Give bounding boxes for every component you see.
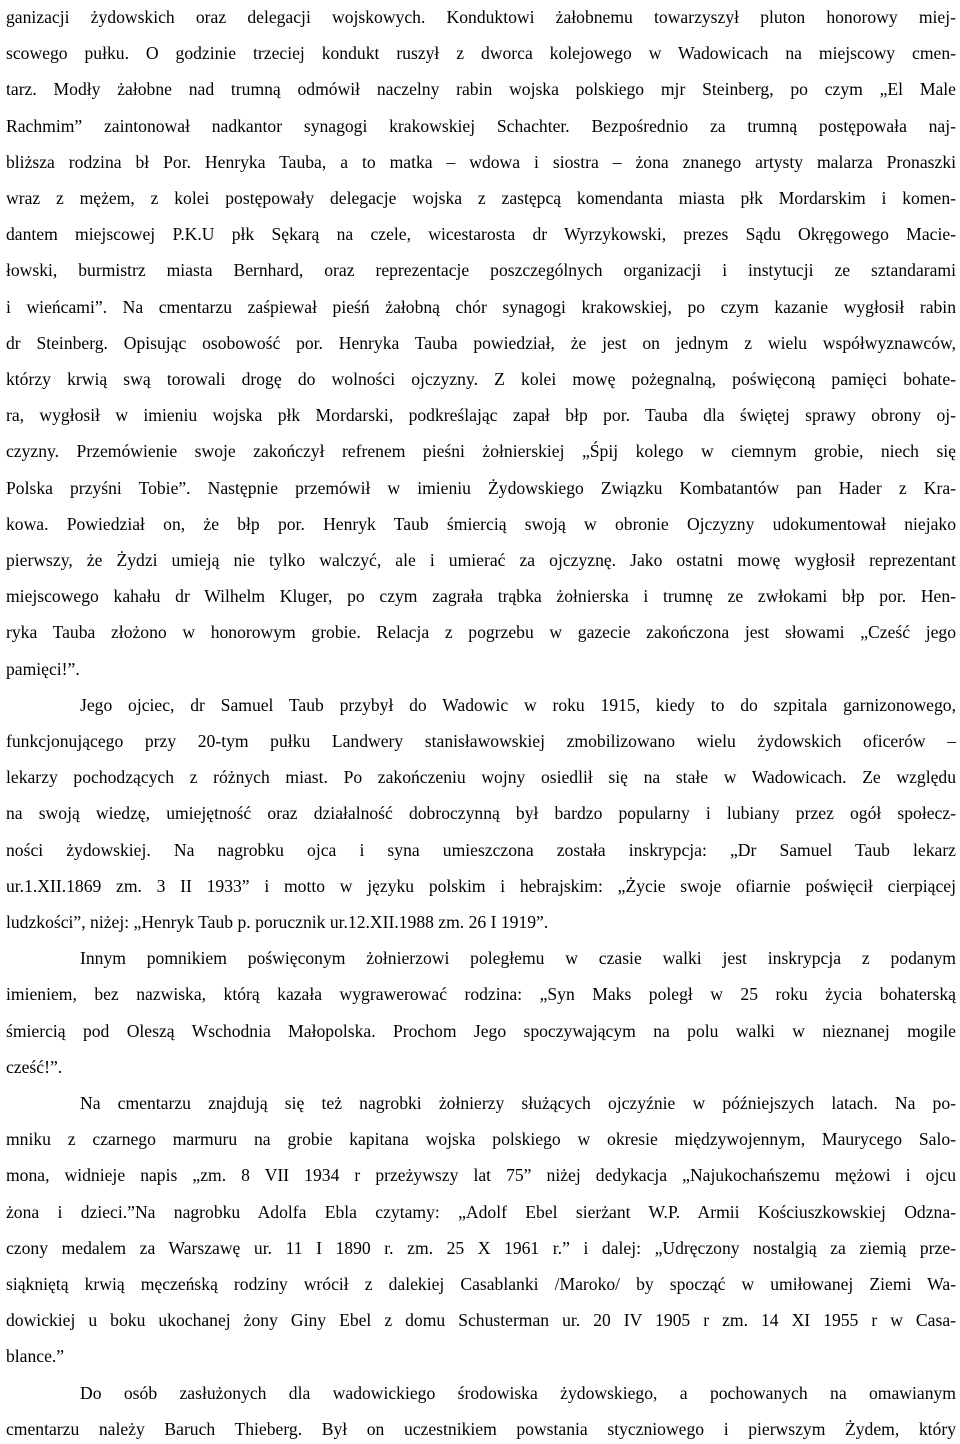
text-line: funkcjonującego przy 20-tym pułku Landwery stanisławowskiej zmobilizowano wielu żydowskich oficerów – — [6, 731, 956, 751]
text-line: tarz. Modły żałobne nad trumną odmówił naczelny rabin wojska polskiego mjr Steinberg, po czym „El Male — [6, 79, 956, 100]
text-line: czony medalem za Warszawę ur. 11 I 1890 r. zm. 25 X 1961 r.” i dalej: „Udręczony nostalgią za ziemią prze- — [6, 1237, 956, 1258]
paragraph-first-line: Jego ojciec, dr Samuel Taub przybył do Wadowic w roku 1915, kiedy to do szpitala garnizonowego, — [80, 694, 956, 715]
text-line: ności żydowskiej. Na nagrobku ojca i syna umieszczona została inskrypcja: „Dr Samuel Taub lekarz — [6, 839, 956, 860]
paragraph-first-line: Innym pomnikiem poświęconym żołnierzowi poległemu w czasie walki jest inskrypcja z podanym — [80, 948, 956, 969]
text-line: ryka Tauba złożono w honorowym grobie. Relacja z pogrzebu w gazecie zakończona jest słowami „Cześć jego — [6, 622, 956, 643]
text-line: pamięci!”. — [6, 658, 80, 679]
text-line: łowski, burmistrz miasta Bernhard, oraz reprezentacje poszczególnych organizacji i instytucji ze sztandarami — [6, 260, 956, 281]
text-line: bliższa rodzina bł Por. Henryka Tauba, a to matka – wdowa i siostra – żona znanego artysty malarza Pronaszki — [6, 151, 956, 172]
text-line: Polska przyśni Tobie”. Następnie przemówił w imieniu Żydowskiego Związku Kombatantów pan Hader z Kra- — [6, 477, 956, 498]
text-line: mniku z czarnego marmuru na grobie kapitana wojska polskiego w okresie międzywojennym, Maurycego Salo- — [6, 1129, 956, 1150]
text-line: którzy krwią swą torowali drogę do wolności ojczyzny. Z kolei mowę pożegnalną, poświęconą pamięci bohate- — [6, 369, 956, 389]
text-line: i wieńcami”. Na cmentarzu zaśpiewał pieśń żałobną chór synagogi krakowskiej, po czym kazanie wygłosił rabin — [6, 296, 956, 317]
text-line: miejscowego kahału dr Wilhelm Kluger, po czym zagrała trąbka żołnierska i trumnę ze zwłokami błp por. Hen- — [6, 586, 956, 607]
text-line: cmentarzu należy Baruch Thieberg. Był on uczestnikiem powstania styczniowego i pierwszym Żydem, który — [6, 1418, 956, 1439]
paragraph-first-line: Na cmentarzu znajdują się też nagrobki żołnierzy służących ojczyźnie w późniejszych latach. Na po- — [80, 1093, 956, 1113]
text-line: ganizacji żydowskich oraz delegacji wojskowych. Konduktowi żałobnemu towarzyszył pluton honorowy miej- — [6, 7, 956, 27]
text-line: lekarzy pochodzących z różnych miast. Po zakończeniu wojny osiedlił się na stałe w Wadowicach. Ze względu — [6, 767, 956, 788]
text-line: dantem miejscowej P.K.U płk Sękarą na czele, wicestarosta dr Wyrzykowski, prezes Sądu Okręgowego Macie- — [6, 224, 956, 245]
text-line: pierwszy, że Żydzi umieją nie tylko walczyć, ale i umierać za ojczyznę. Jako ostatni mowę wygłosił reprezentant — [6, 550, 956, 570]
text-line: dr Steinberg. Opisując osobowość por. Henryka Tauba powiedział, że jest on jednym z wielu współwyznawców, — [6, 332, 956, 353]
paragraph-first-line: Do osób zasłużonych dla wadowickiego środowiska żydowskiego, a pochowanych na omawianym — [80, 1382, 956, 1403]
text-line: ur.1.XII.1869 zm. 3 II 1933” i motto w języku polskim i hebrajskim: „Życie swoje ofiarnie poświęcił cierpiącej — [6, 875, 956, 896]
text-line: ra, wygłosił w imieniu wojska płk Mordarski, podkreślając zapał błp por. Tauba dla świętej sprawy obrony oj- — [6, 405, 956, 426]
text-line: ludzkości”, niżej: „Henryk Taub p. porucznik ur.12.XII.1988 zm. 26 I 1919”. — [6, 912, 549, 932]
text-line: scowego pułku. O godzinie trzeciej kondukt ruszył z dworca kolejowego w Wadowicach na miejscowy cmen- — [6, 43, 956, 64]
text-line: żona i dzieci.”Na nagrobku Adolfa Ebla czytamy: „Adolf Ebel sierżant W.P. Armii Kościuszkowskiej Odzna- — [6, 1201, 956, 1222]
text-line: cześć!”. — [6, 1056, 63, 1077]
text-line: blance.” — [6, 1346, 65, 1367]
text-line: śmiercią pod Oleszą Wschodnia Małopolska. Prochom Jego spoczywającym na polu walki w nieznanej mogile — [6, 1020, 956, 1041]
text-line: Rachmim” zaintonował nadkantor synagogi krakowskiej Schachter. Bezpośrednio za trumną postępowała naj- — [6, 115, 956, 136]
text-line: mona, widnieje napis „zm. 8 VII 1934 r przeżywszy lat 75” niżej dedykacja „Najukochańszemu mężowi i ojcu — [6, 1165, 956, 1186]
text-line: dowickiej u boku ukochanej żony Giny Ebel z domu Schusterman ur. 20 IV 1905 r zm. 14 XI 1955 r w Casa- — [6, 1310, 956, 1331]
text-line: kowa. Powiedział on, że błp por. Henryk Taub śmiercią swoją w obronie Ojczyzny udokumentował niejako — [6, 513, 956, 534]
text-line: siąkniętą krwią męczeńską rodziny wrócił z dalekiej Casablanki /Maroko/ by spocząć w umiłowanej Ziemi Wa- — [6, 1274, 956, 1294]
text-line: wraz z mężem, z kolei postępowały delegacje wojska z zastępcą komendanta miasta płk Mordarskim i komen- — [6, 188, 956, 208]
text-line: imieniem, bez nazwiska, którą kazała wygrawerować rodzina: „Syn Maks poległ w 25 roku życia bohaterską — [6, 984, 956, 1005]
text-line: na swoją wiedzę, umiejętność oraz działalność dobroczynną był bardzo popularny i lubiany przez ogół społecz- — [6, 803, 956, 824]
text-line: czyzny. Przemówienie swoje zakończył refrenem pieśni żołnierskiej „Śpij kolego w ciemnym grobie, niech się — [6, 441, 956, 462]
